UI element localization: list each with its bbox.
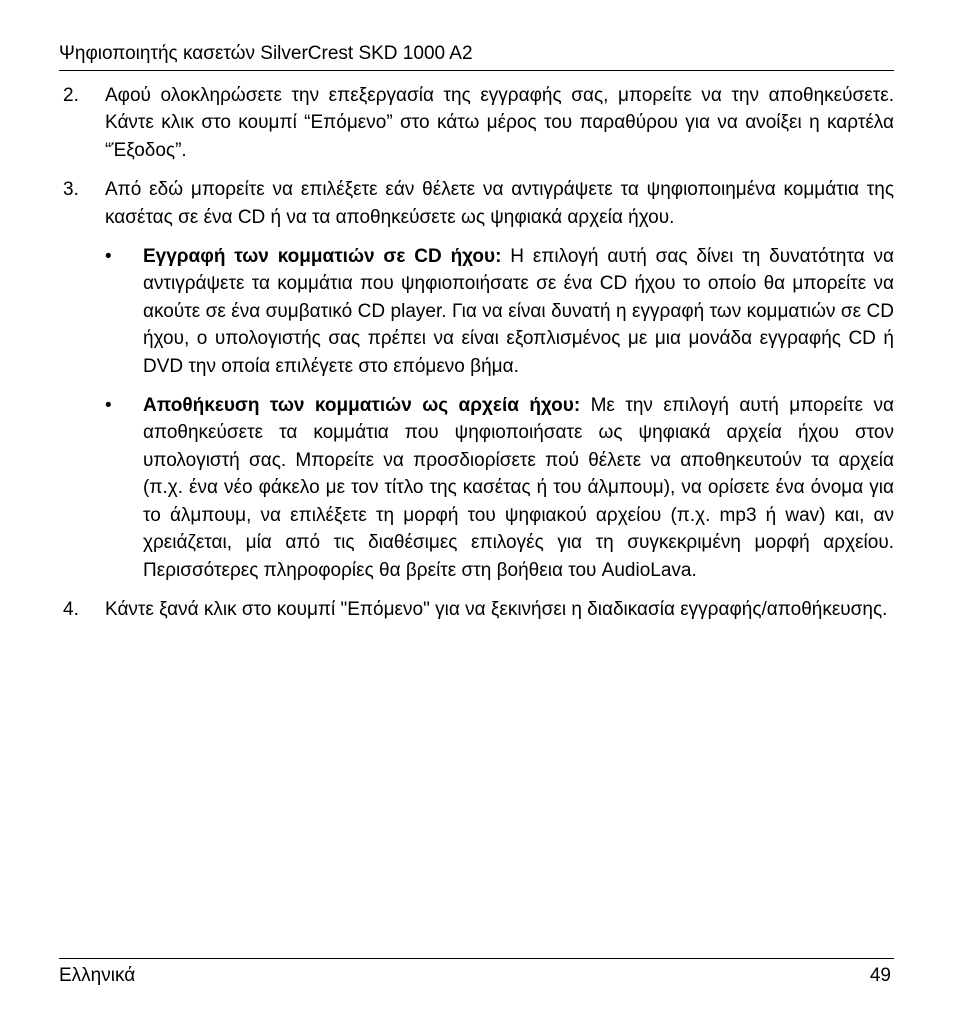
step-text: Αφού ολοκληρώσετε την επεξεργασία της εγγραφής σας, μπορείτε να την αποθηκεύσετε. Κάντε κλικ στο κουμπί “Επόμενο” στο κάτω μέρος του παραθύρου για να ανοίξει η καρτέλα “Έξοδος”. [105,85,894,161]
footer-divider [59,958,894,959]
step-item [59,82,894,164]
page-number: 49 [869,965,891,986]
step-number: 4. [63,598,79,620]
bullet-heading: Εγγραφή των κομματιών σε CD ήχου: [143,246,502,268]
bullet-text [143,243,894,380]
bullet-text [143,392,894,584]
page-content [59,82,894,635]
step-item [59,596,894,623]
page-header-title: Ψηφιοποιητής κασετών SilverCrest SKD 1000 A2 [59,43,473,64]
step-number: 2. [63,85,79,106]
bullet-icon: • [105,246,112,268]
bullet-body: Η επιλογή αυτή σας δίνει τη δυνατότητα να αντιγράψετε τα κομμάτια που ψηφιοποιήσατε σε ένα CD ήχου το οποίο θα μπορείτε να ακούτε σε ένα συμβατικό CD player. Για να είναι δυνατή η εγγραφή των κομματιών σε CD ήχου, ο υπολογιστής σας πρέπει να είναι εξοπλισμένος με μια μονάδα εγγραφής CD ή DVD την οποία επιλέγετε στο επόμενο βήμα. [143,246,894,377]
step-number: 3. [63,179,79,201]
bullet-body: Με την επιλογή αυτή μπορείτε να αποθηκεύσετε τα κομμάτια που ψηφιοποιήσατε ως ψηφιακά αρχεία ήχου στον υπολογιστή σας. Μπορείτε να προσδιορίσετε πού θέλετε να αποθηκευτούν τα αρχεία (π.χ. ένα νέο φάκελο με τον τίτλο της κασέτας ή του άλμπουμ), να ορίσετε ένα όνομα για το άλμπουμ, να επιλέξετε τη μορφή του ψηφιακού αρχείου (π.χ. mp3 ή wav) και, αν χρειάζεται, μία από τις διαθέσιμες επιλογές για τη συγκεκριμένη μορφή αρχείου. Περισσότερες πληροφορίες θα βρείτε στη βοήθεια του AudioLava. [143,395,894,581]
footer-language: Ελληνικά [59,965,136,986]
bullet-item [105,243,894,380]
bullet-icon: • [105,395,112,417]
step-text: Από εδώ μπορείτε να επιλέξετε εάν θέλετε να αντιγράψετε τα ψηφιοποιημένα κομμάτια της κασέτας σε ένα CD ή να τα αποθηκεύσετε ως ψηφιακά αρχεία ήχου. [105,179,894,228]
page-footer [59,964,894,988]
step-item [59,176,894,584]
bullet-heading: Αποθήκευση των κομματιών ως αρχεία ήχου: [143,395,581,417]
bullet-item [105,392,894,584]
header-divider [59,70,894,71]
step-text: Κάντε ξανά κλικ στο κουμπί "Επόμενο" για να ξεκινήσει η διαδικασία εγγραφής/αποθήκευσης. [105,598,888,620]
